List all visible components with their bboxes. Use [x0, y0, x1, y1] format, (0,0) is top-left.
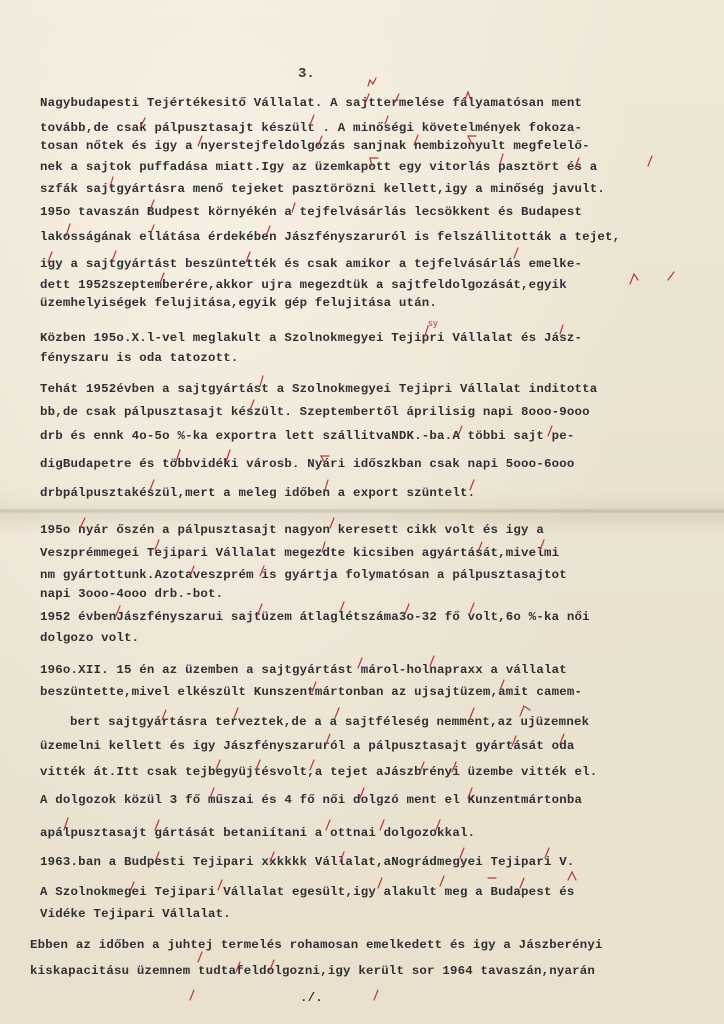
text-line: Vidéke Tejipari Vállalat.: [40, 907, 231, 921]
text-line: ./.: [300, 991, 323, 1005]
text-line: Tehát 1952évben a sajtgyártást a Szolnokmegyei Tejipri Vállalat inditotta: [40, 382, 598, 396]
text-line: bert sajtgyártásra terveztek,de a a sajtféleség nemment,az ujüzemnek: [70, 715, 590, 729]
page-number: 3.: [298, 66, 315, 82]
text-line: drbpálpusztakészül,mert a meleg időben a export szüntelt.: [40, 486, 476, 500]
text-line: 195o nyár őszén a pálpusztasajt nagyon keresett cikk volt és igy a: [40, 523, 544, 537]
text-line: drb és ennk 4o-5o %-ka exportra lett szállitvaNDK.-ba.A többi sajt pe-: [40, 429, 575, 443]
text-line: 195o tavaszán Budpest környékén a tejfelvásárlás lecsökkent és Budapest: [40, 205, 583, 219]
text-line: 196o.XII. 15 én az üzemben a sajtgyártást márol-holnapraxx a vállalat: [40, 663, 567, 677]
text-line: A dolgozok közül 3 fő műszai és 4 fő női dolgzó ment el Kunzentmártonba: [40, 793, 583, 807]
text-line: nek a sajtok puffadása miatt.Igy az üzemkapott egy vitorlás pasztört és a: [40, 160, 598, 174]
text-line: A Szolnokmegei Tejipari Vállalat egesült,igy alakult meg a Budapest és: [40, 885, 575, 899]
text-line: digBudapetre és többvidéki városb. Nyári időszkban csak napi 5ooo-6ooo: [40, 457, 575, 471]
text-line: 1952 évbenJászfényszarui sajtüzem átlaglétszáma3o-32 fő volt,6o %-ka női: [40, 610, 590, 624]
text-line: vitték át.Itt csak tejbegyüjtésvolt,a tejet aJászbrényi üzembe vitték el.: [40, 765, 598, 779]
text-line: kiskapacitásu üzemnem tudtafeldolgozni,igy került sor 1964 tavaszán,nyarán: [30, 964, 596, 978]
text-line: tovább,de csak pálpusztasajt készült . A minőségi követelmények fokoza-: [40, 121, 583, 135]
text-line: Ebben az időben a juhtej termelés rohamosan emelkedett és igy a Jászberényi: [30, 938, 603, 952]
text-line: apálpusztasajt gártását betaniítani a ottnai dolgozokkal.: [40, 826, 476, 840]
text-line: Nagybudapesti Tejértékesitő Vállalat. A sajttermelése fályamatósan ment: [40, 96, 583, 110]
text-line: üzemelni kellett és igy Jászfényszaruról a pálpusztasajt gyártását oda: [40, 739, 575, 753]
text-line: Veszprémmegei Tejipari Vállalat megezdte kicsiben agyártását,mivelmi: [40, 546, 560, 560]
text-line: üzemhelyiségek felujitása,egyik gép felujitása után.: [40, 296, 438, 310]
text-line: fényszaru is oda tatozott.: [40, 351, 239, 365]
text-line: tosan nőtek és igy a nyerstejfeldolgozás sanjnak nembizonyult megfelelő-: [40, 139, 590, 153]
text-line: 1963.ban a Budpesti Tejipari xxkkkk Vállalat,aNográdmegyei Tejipari V.: [40, 855, 575, 869]
text-line: dolgozo volt.: [40, 631, 140, 645]
text-line: napi 3ooo-4ooo drb.-bot.: [40, 587, 224, 601]
svg-text:sy: sy: [428, 319, 439, 329]
text-line: lakosságának ellátása érdekében Jászfényszaruról is felszállitották a tejet,: [40, 230, 621, 244]
text-line: beszüntette,mivel elkészült Kunszentmártonban az ujsajtüzem,amit camem-: [40, 685, 583, 699]
text-line: szfák sajtgyártásra menő tejeket pasztörözni kellett,igy a minőség javult.: [40, 182, 606, 196]
text-line: nm gyártottunk.Azotaveszprém is gyártja folymatósan a pálpusztasajtot: [40, 568, 567, 582]
text-line: bb,de csak pálpusztasajt készült. Szeptembertől áprilisig napi 8ooo-9ooo: [40, 405, 590, 419]
text-line: igy a sajtgyártást beszüntették és csak amikor a tejfelvásárlás emelke-: [40, 257, 583, 271]
text-line: Közben 195o.X.l-vel meglakult a Szolnokmegyei Tejipri Vállalat és Jász-: [40, 331, 583, 345]
paper-fold-crease: [0, 508, 724, 514]
text-line: dett 1952szeptemberére,akkor ujra megezdtük a sajtfeldolgozását,egyik: [40, 278, 567, 292]
